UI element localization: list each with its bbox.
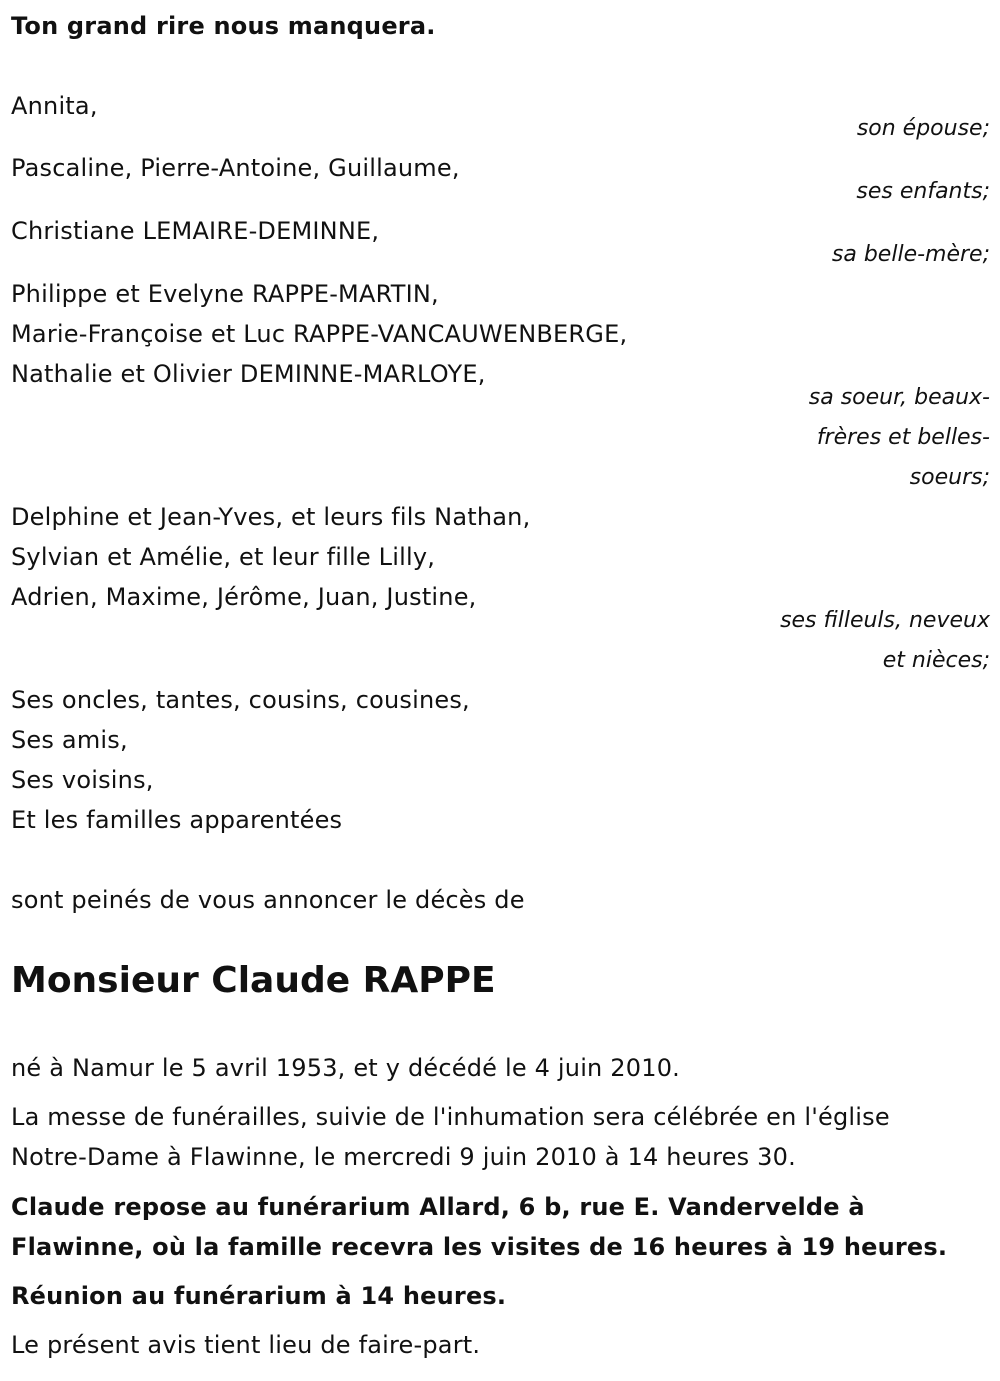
family-name-sibling-1: Philippe et Evelyne RAPPE-MARTIN, [11,280,439,308]
ceremony-line-1: La messe de funérailles, suivie de l'inhumation sera célébrée en l'église [11,1103,890,1131]
intro-line: Ton grand rire nous manquera. [11,12,436,40]
family-name-mother-in-law: Christiane LEMAIRE-DEMINNE, [11,217,380,245]
family-name-sibling-3: Nathalie et Olivier DEMINNE-MARLOYE, [11,360,486,388]
others-line-3: Ses voisins, [11,766,154,794]
others-line-2: Ses amis, [11,726,128,754]
ceremony-line-2: Notre-Dame à Flawinne, le mercredi 9 juin 2010 à 14 heures 30. [11,1143,796,1171]
relation-godchildren-2: et nièces; [882,648,990,673]
others-line-4: Et les familles apparentées [11,806,343,834]
notice-line: Le présent avis tient lieu de faire-part. [11,1331,481,1359]
family-name-sibling-2: Marie-Françoise et Luc RAPPE-VANCAUWENBERGE, [11,320,628,348]
family-name-godchild-2: Sylvian et Amélie, et leur fille Lilly, [11,543,436,571]
announcement-line: sont peinés de vous annoncer le décès de [11,886,525,914]
funeral-home-line-1: Claude repose au funérarium Allard, 6 b, rue E. Vandervelde à [11,1193,865,1221]
others-line-1: Ses oncles, tantes, cousins, cousines, [11,686,470,714]
relation-mother-in-law: sa belle-mère; [831,242,990,267]
relation-godchildren-1: ses filleuls, neveux [780,608,990,633]
family-name-annita: Annita, [11,92,98,120]
relation-children: ses enfants; [856,179,990,204]
meeting-line: Réunion au funérarium à 14 heures. [11,1282,507,1310]
relation-siblings-2: frères et belles- [816,425,990,450]
family-name-godchild-3: Adrien, Maxime, Jérôme, Juan, Justine, [11,583,477,611]
relation-siblings-3: soeurs; [909,465,990,490]
relation-siblings-1: sa soeur, beaux- [808,385,990,410]
funeral-home-line-2: Flawinne, où la famille recevra les visites de 16 heures à 19 heures. [11,1233,948,1261]
deceased-name: Monsieur Claude RAPPE [11,960,496,1001]
family-name-godchild-1: Delphine et Jean-Yves, et leurs fils Nathan, [11,503,531,531]
birth-death-line: né à Namur le 5 avril 1953, et y décédé le 4 juin 2010. [11,1054,681,1082]
relation-spouse: son épouse; [856,116,990,141]
family-name-children: Pascaline, Pierre-Antoine, Guillaume, [11,154,460,182]
